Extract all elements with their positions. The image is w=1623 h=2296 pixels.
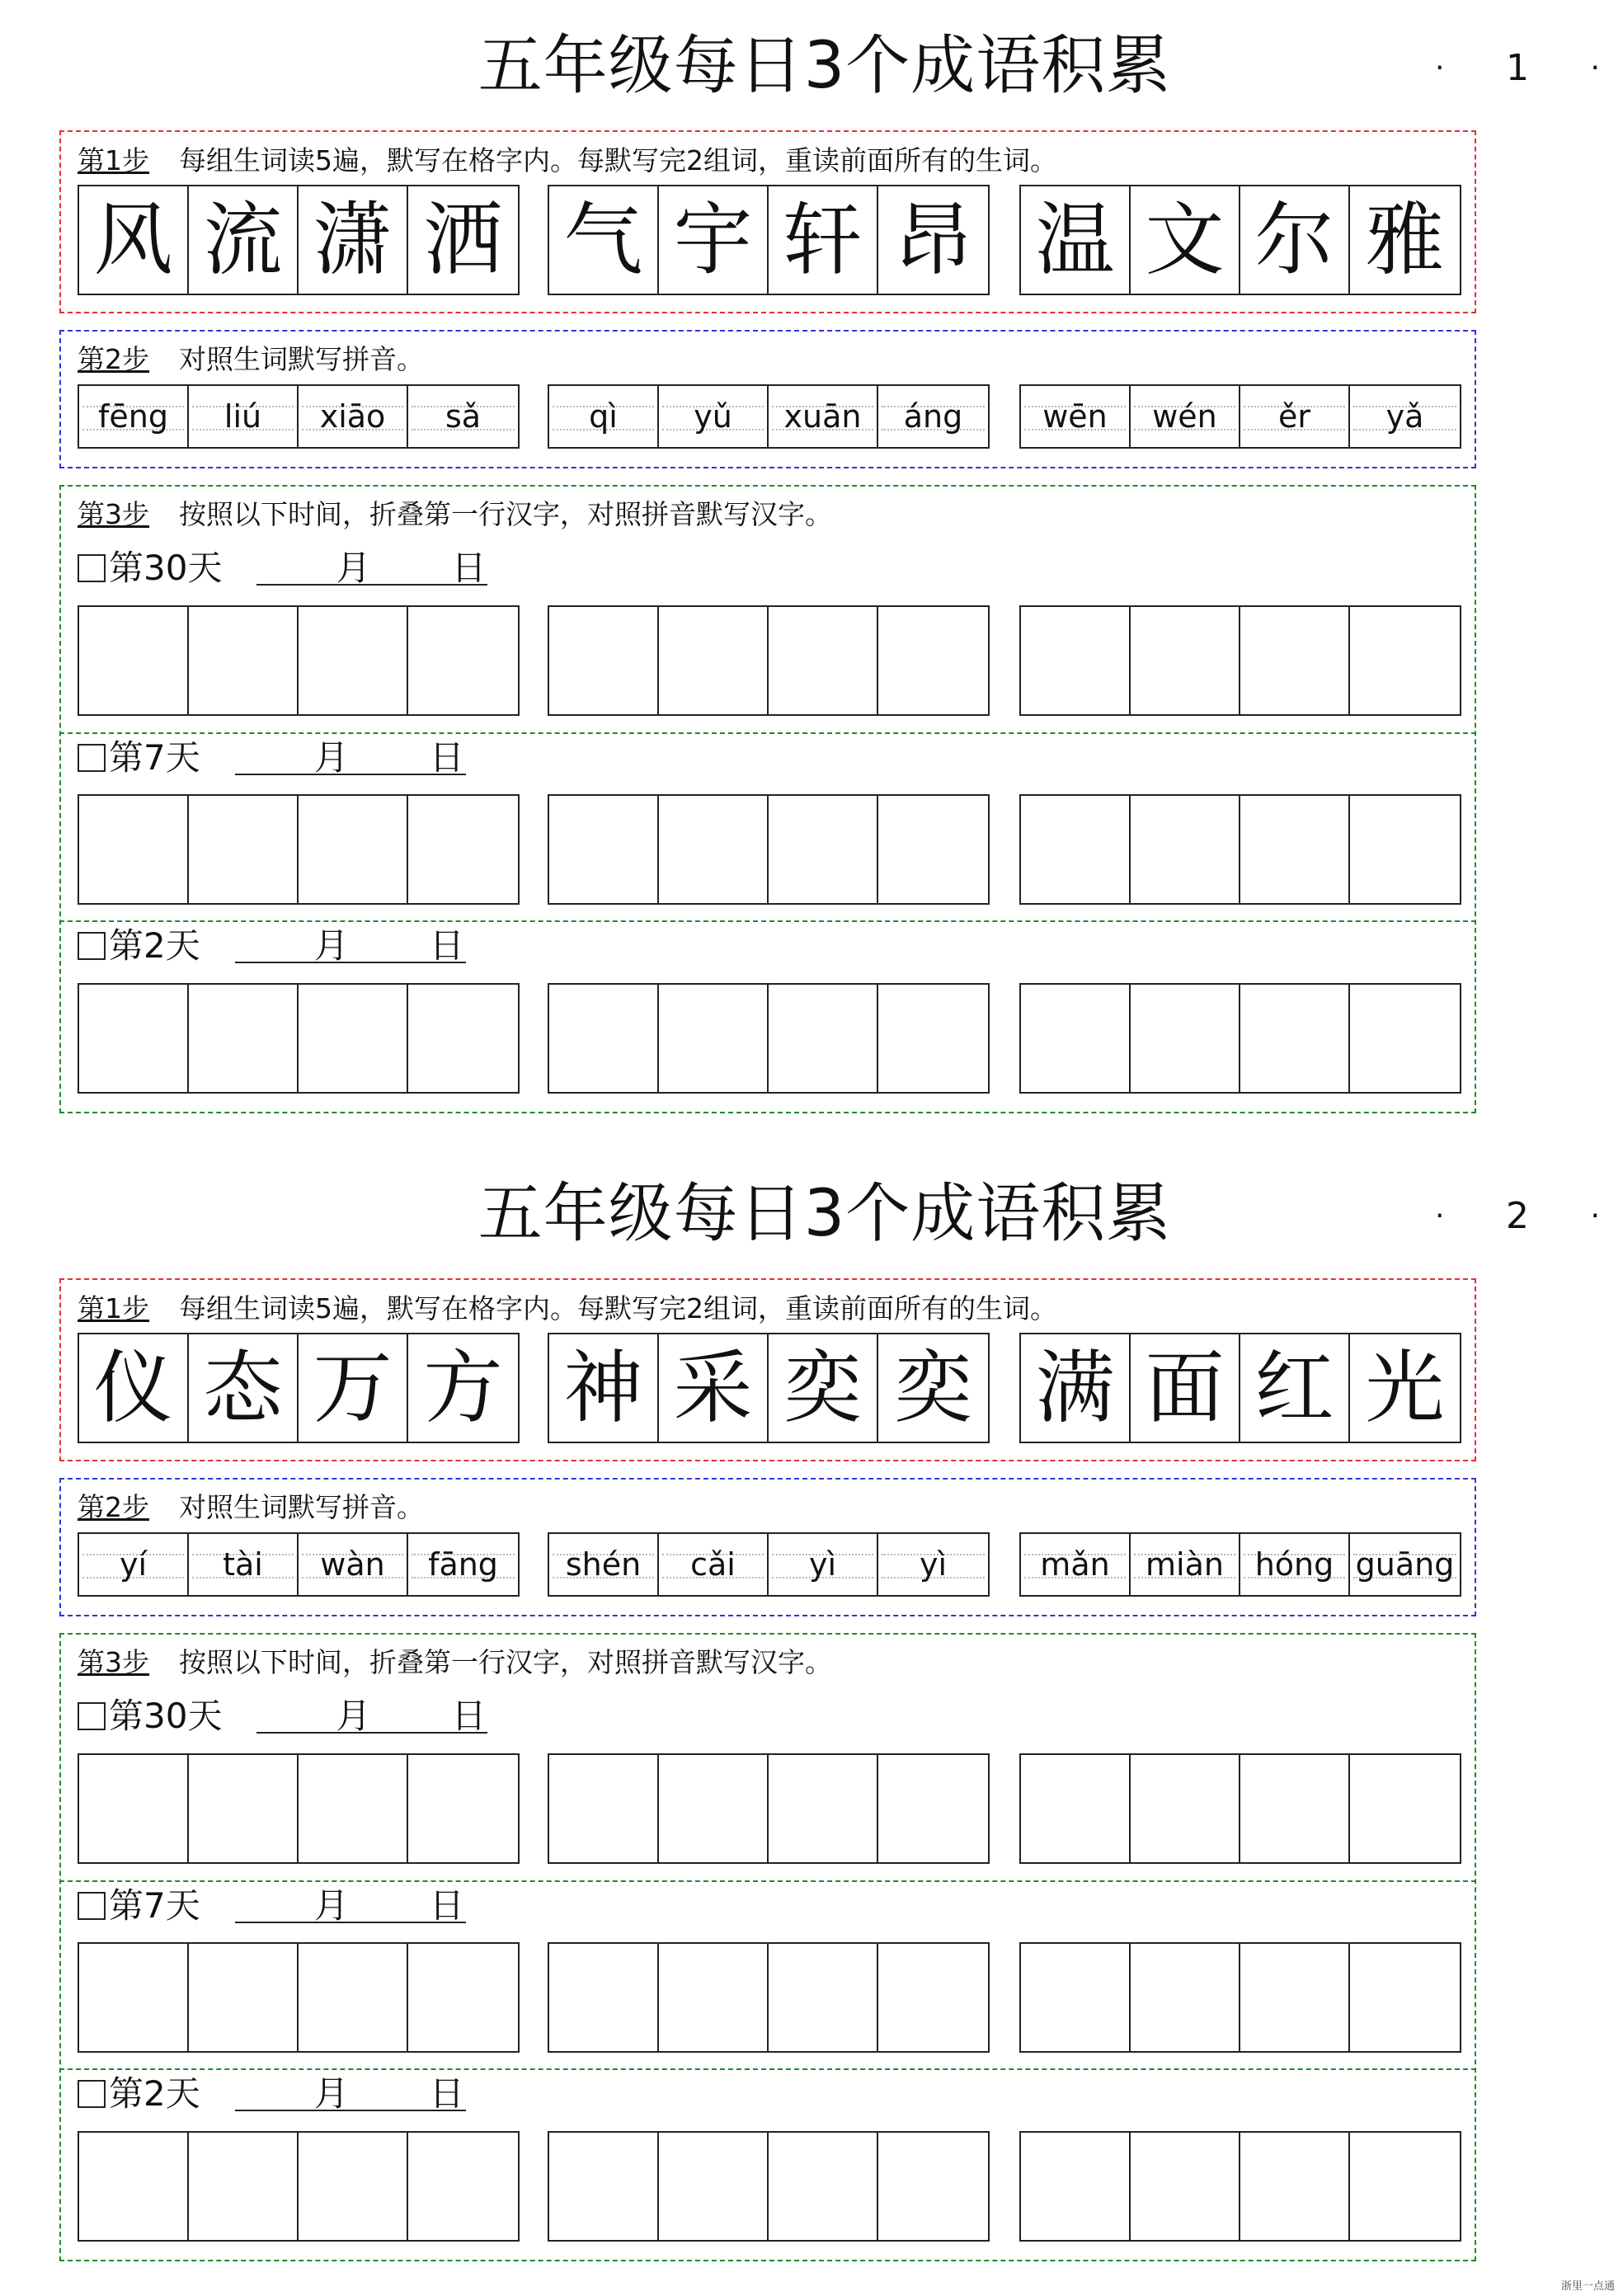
writing-cell[interactable] (408, 796, 518, 903)
pinyin-cell (878, 1534, 988, 1595)
writing-cell[interactable] (408, 985, 518, 1092)
date-fill-line (235, 737, 466, 779)
writing-cell[interactable] (769, 796, 878, 903)
pinyin-text: hóng (1254, 1546, 1334, 1583)
pinyin-text: yǎ (1385, 398, 1424, 435)
writing-cell[interactable] (878, 796, 988, 903)
hanzi-cell: 态 (189, 1334, 299, 1442)
writing-group (548, 1753, 990, 1864)
worksheet-2 (0, 1148, 1623, 2296)
writing-cell[interactable] (1350, 1755, 1460, 1862)
writing-cell[interactable] (1240, 607, 1350, 714)
writing-cell[interactable] (299, 985, 408, 1092)
pinyin-cell (769, 1534, 878, 1595)
writing-cell[interactable] (79, 2133, 189, 2240)
writing-cell[interactable] (1021, 985, 1131, 1092)
hanzi-cell: 奕 (769, 1334, 878, 1442)
writing-cell[interactable] (1350, 985, 1460, 1092)
hanzi-cell: 神 (549, 1334, 659, 1442)
hanzi-cell: 尔 (1240, 186, 1350, 294)
pinyin-cell (79, 386, 189, 447)
writing-cell[interactable] (79, 1944, 189, 2051)
writing-cell[interactable] (1131, 1755, 1240, 1862)
writing-cell[interactable] (769, 2133, 878, 2240)
pinyin-cell (659, 386, 769, 447)
pinyin-cell (549, 1534, 659, 1595)
review-day-30 (78, 548, 487, 589)
writing-group (548, 983, 990, 1094)
hanzi-cell: 宇 (659, 186, 769, 294)
writing-cell[interactable] (549, 1944, 659, 2051)
pinyin-text: yì (919, 1546, 948, 1583)
step3-instruction (78, 498, 832, 531)
writing-group (548, 2131, 990, 2242)
writing-cell[interactable] (1350, 796, 1460, 903)
pinyin-text: mǎn (1040, 1546, 1110, 1583)
review-day-label: 第30天 (109, 1696, 223, 1736)
hanzi-cell: 风 (79, 186, 189, 294)
review-day-label: 第7天 (109, 737, 200, 778)
pinyin-group-1 (78, 384, 520, 449)
writing-group (1019, 2131, 1461, 2242)
writing-cell[interactable] (769, 607, 878, 714)
step1-label: 第1步 (78, 1292, 149, 1324)
writing-cell[interactable] (299, 607, 408, 714)
review-day-label: 第2天 (109, 2073, 200, 2114)
writing-cell[interactable] (878, 1755, 988, 1862)
month-label: 月 (313, 1885, 349, 1926)
review-day-7 (78, 1885, 466, 1927)
pinyin-group-2 (548, 384, 990, 449)
review-checkbox[interactable] (78, 932, 106, 960)
pinyin-cell (549, 386, 659, 447)
writing-cell[interactable] (1021, 607, 1131, 714)
pinyin-text: cǎi (690, 1546, 736, 1583)
writing-cell[interactable] (878, 985, 988, 1092)
pinyin-text: sǎ (445, 398, 482, 435)
page-dot-right: · (1590, 1199, 1600, 1233)
sheet-title: 五年级每日3个成语积累 (477, 1177, 1172, 1251)
writing-cell[interactable] (1240, 985, 1350, 1092)
pinyin-cell (189, 386, 299, 447)
step2-instruction (78, 1491, 424, 1524)
step2-label: 第2步 (78, 343, 149, 375)
review-separator (59, 920, 1476, 922)
pinyin-text: shén (565, 1546, 642, 1583)
writing-cell[interactable] (1131, 2133, 1240, 2240)
pinyin-cell (1350, 386, 1460, 447)
pinyin-text: wén (1152, 398, 1217, 435)
step2-instruction (78, 343, 424, 376)
pinyin-group-3 (1019, 384, 1461, 449)
review-day-2 (78, 2073, 466, 2115)
pinyin-text: yì (808, 1546, 837, 1583)
writing-cell[interactable] (1021, 2133, 1131, 2240)
step3-text: 按照以下时间，折叠第一行汉字，对照拼音默写汉字。 (179, 1646, 832, 1678)
writing-cell[interactable] (1021, 1944, 1131, 2051)
writing-cell[interactable] (79, 985, 189, 1092)
writing-group (548, 605, 990, 716)
writing-cell[interactable] (1131, 985, 1240, 1092)
writing-cell[interactable] (408, 1944, 518, 2051)
writing-group (1019, 605, 1461, 716)
writing-cell[interactable] (1131, 1944, 1240, 2051)
footer-watermark: 浙里一点通 (1560, 2280, 1615, 2293)
day-label: 日 (451, 1696, 487, 1736)
writing-row (78, 1753, 1463, 1864)
idiom-group-1 (78, 1333, 520, 1443)
writing-cell[interactable] (299, 1944, 408, 2051)
writing-group (78, 794, 520, 905)
step1-text: 每组生词读5遍，默写在格字内。每默写完2组词，重读前面所有的生词。 (179, 1292, 1057, 1324)
hanzi-cell: 文 (1131, 186, 1240, 294)
page-number (1435, 45, 1600, 92)
hanzi-cell: 面 (1131, 1334, 1240, 1442)
writing-cell[interactable] (549, 1755, 659, 1862)
writing-cell[interactable] (79, 1755, 189, 1862)
review-separator (59, 1880, 1476, 1882)
pinyin-cell (659, 1534, 769, 1595)
writing-row (78, 794, 1463, 905)
pinyin-text: áng (903, 398, 963, 435)
pinyin-cell (299, 386, 408, 447)
writing-cell[interactable] (79, 607, 189, 714)
writing-cell[interactable] (878, 2133, 988, 2240)
pinyin-cell (878, 386, 988, 447)
pinyin-cell (1131, 1534, 1240, 1595)
pinyin-text: tài (223, 1546, 263, 1583)
page-number-value: 1 (1506, 47, 1529, 89)
pinyin-group-1 (78, 1532, 520, 1597)
writing-cell[interactable] (1021, 796, 1131, 903)
date-fill-line (256, 1696, 487, 1737)
idiom-group-3 (1019, 185, 1461, 295)
writing-cell[interactable] (1131, 796, 1240, 903)
pinyin-row (78, 1532, 1463, 1597)
pinyin-text: guāng (1355, 1546, 1455, 1583)
hanzi-cell: 满 (1021, 1334, 1131, 1442)
writing-cell[interactable] (769, 1755, 878, 1862)
pinyin-cell (1350, 1534, 1460, 1595)
day-label: 日 (451, 548, 487, 588)
review-checkbox[interactable] (78, 744, 106, 772)
writing-cell[interactable] (1240, 2133, 1350, 2240)
pinyin-text: yí (119, 1546, 148, 1583)
writing-cell[interactable] (878, 1944, 988, 2051)
writing-row (78, 1942, 1463, 2053)
pinyin-group-2 (548, 1532, 990, 1597)
review-day-30 (78, 1696, 487, 1737)
pinyin-text: qì (589, 398, 618, 435)
review-day-2 (78, 925, 466, 967)
pinyin-cell (1021, 1534, 1131, 1595)
writing-cell[interactable] (189, 985, 299, 1092)
writing-group (1019, 1942, 1461, 2053)
writing-group (78, 2131, 520, 2242)
month-label: 月 (336, 1696, 371, 1736)
day-label: 日 (429, 1885, 464, 1926)
date-fill-line (235, 2073, 466, 2115)
writing-cell[interactable] (1350, 607, 1460, 714)
idiom-group-1 (78, 185, 520, 295)
month-label: 月 (313, 2073, 349, 2114)
pinyin-cell (1131, 386, 1240, 447)
writing-cell[interactable] (1240, 1755, 1350, 1862)
idiom-group-3 (1019, 1333, 1461, 1443)
writing-group (78, 1753, 520, 1864)
page-number (1435, 1193, 1600, 1240)
writing-row (78, 2131, 1463, 2242)
hanzi-cell: 流 (189, 186, 299, 294)
step1-instruction (78, 1292, 1057, 1325)
review-separator (59, 732, 1476, 734)
pinyin-cell (769, 386, 878, 447)
hanzi-cell: 红 (1240, 1334, 1350, 1442)
writing-cell[interactable] (659, 1944, 769, 2051)
writing-group (78, 605, 520, 716)
day-label: 日 (429, 737, 464, 778)
pinyin-group-3 (1019, 1532, 1461, 1597)
writing-cell[interactable] (549, 985, 659, 1092)
page-dot-right: · (1590, 51, 1600, 85)
month-label: 月 (313, 737, 349, 778)
writing-group (78, 1942, 520, 2053)
page-dot-left: · (1435, 1199, 1445, 1233)
hanzi-cell: 仪 (79, 1334, 189, 1442)
step2-text: 对照生词默写拼音。 (179, 1491, 424, 1523)
writing-cell[interactable] (659, 2133, 769, 2240)
pinyin-cell (408, 1534, 518, 1595)
step3-label: 第3步 (78, 498, 149, 530)
day-label: 日 (429, 925, 464, 966)
step3-instruction (78, 1646, 832, 1679)
hanzi-cell: 光 (1365, 1342, 1445, 1434)
idiom-group-2 (548, 185, 990, 295)
writing-cell[interactable] (189, 607, 299, 714)
writing-cell[interactable] (408, 1755, 518, 1862)
pinyin-cell (79, 1534, 189, 1595)
pinyin-text: wēn (1042, 398, 1108, 435)
pinyin-text: yǔ (694, 398, 732, 435)
pinyin-cell (299, 1534, 408, 1595)
hanzi-cell: 气 (549, 186, 659, 294)
pinyin-text: liú (223, 398, 262, 435)
step3-label: 第3步 (78, 1646, 149, 1678)
writing-group (1019, 983, 1461, 1094)
hanzi-cell: 轩 (769, 186, 878, 294)
writing-cell[interactable] (1240, 1944, 1350, 2051)
review-checkbox[interactable] (78, 2080, 106, 2108)
review-checkbox[interactable] (78, 554, 106, 582)
step3-text: 按照以下时间，折叠第一行汉字，对照拼音默写汉字。 (179, 498, 832, 530)
day-label: 日 (429, 2073, 464, 2114)
pinyin-text: xiāo (319, 398, 386, 435)
step2-label: 第2步 (78, 1491, 149, 1523)
pinyin-text: xuān (783, 398, 862, 435)
step1-text: 每组生词读5遍，默写在格字内。每默写完2组词，重读前面所有的生词。 (179, 144, 1057, 176)
hanzi-cell: 雅 (1365, 194, 1445, 286)
idiom-group-2 (548, 1333, 990, 1443)
writing-cell[interactable] (79, 796, 189, 903)
writing-cell[interactable] (549, 607, 659, 714)
hanzi-cell: 潇 (299, 186, 408, 294)
review-separator (59, 2068, 1476, 2070)
writing-cell[interactable] (189, 796, 299, 903)
review-checkbox[interactable] (78, 1892, 106, 1920)
pinyin-cell (1240, 1534, 1350, 1595)
hanzi-cell: 万 (299, 1334, 408, 1442)
pinyin-cell (408, 386, 518, 447)
writing-cell[interactable] (1350, 1944, 1460, 2051)
hanzi-cell: 温 (1021, 186, 1131, 294)
writing-row (78, 605, 1463, 716)
review-day-label: 第7天 (109, 1885, 200, 1926)
review-checkbox[interactable] (78, 1702, 106, 1730)
writing-group (548, 794, 990, 905)
step2-text: 对照生词默写拼音。 (179, 343, 424, 375)
writing-group (78, 983, 520, 1094)
writing-cell[interactable] (769, 985, 878, 1092)
page-number-value: 2 (1506, 1195, 1529, 1237)
review-day-label: 第30天 (109, 548, 223, 588)
writing-row (78, 983, 1463, 1094)
writing-cell[interactable] (408, 607, 518, 714)
pinyin-text: fāng (428, 1546, 498, 1583)
writing-cell[interactable] (659, 607, 769, 714)
sheet-title: 五年级每日3个成语积累 (477, 29, 1172, 103)
pinyin-cell (1240, 386, 1350, 447)
pinyin-cell (189, 1534, 299, 1595)
pinyin-text: fēng (98, 398, 168, 435)
hanzi-row (78, 1333, 1463, 1443)
writing-cell[interactable] (299, 2133, 408, 2240)
step1-label: 第1步 (78, 144, 149, 176)
writing-group (1019, 1753, 1461, 1864)
month-label: 月 (336, 548, 371, 588)
hanzi-row (78, 185, 1463, 295)
date-fill-line (235, 1885, 466, 1927)
date-fill-line (235, 925, 466, 967)
writing-cell[interactable] (189, 1755, 299, 1862)
month-label: 月 (313, 925, 349, 966)
writing-cell[interactable] (769, 1944, 878, 2051)
writing-cell[interactable] (1131, 607, 1240, 714)
pinyin-cell (1021, 386, 1131, 447)
hanzi-cell: 奕 (893, 1342, 973, 1434)
pinyin-row (78, 384, 1463, 449)
writing-cell[interactable] (549, 796, 659, 903)
hanzi-cell: 方 (423, 1342, 503, 1434)
step1-instruction (78, 144, 1057, 177)
writing-cell[interactable] (1021, 1755, 1131, 1862)
writing-cell[interactable] (299, 796, 408, 903)
writing-cell[interactable] (189, 2133, 299, 2240)
date-fill-line (256, 548, 487, 589)
hanzi-cell: 昂 (893, 194, 973, 286)
page-dot-left: · (1435, 51, 1445, 85)
review-day-7 (78, 737, 466, 779)
review-day-label: 第2天 (109, 925, 200, 966)
writing-group (548, 1942, 990, 2053)
writing-cell[interactable] (549, 2133, 659, 2240)
pinyin-text: ěr (1277, 398, 1310, 435)
writing-cell[interactable] (659, 796, 769, 903)
writing-cell[interactable] (408, 2133, 518, 2240)
pinyin-text: miàn (1146, 1546, 1224, 1583)
writing-cell[interactable] (299, 1755, 408, 1862)
hanzi-cell: 洒 (423, 194, 503, 286)
writing-group (1019, 794, 1461, 905)
writing-cell[interactable] (659, 985, 769, 1092)
hanzi-cell: 采 (659, 1334, 769, 1442)
writing-cell[interactable] (878, 607, 988, 714)
writing-cell[interactable] (189, 1944, 299, 2051)
writing-cell[interactable] (1240, 796, 1350, 903)
writing-cell[interactable] (1350, 2133, 1460, 2240)
writing-cell[interactable] (659, 1755, 769, 1862)
pinyin-text: wàn (320, 1546, 385, 1583)
